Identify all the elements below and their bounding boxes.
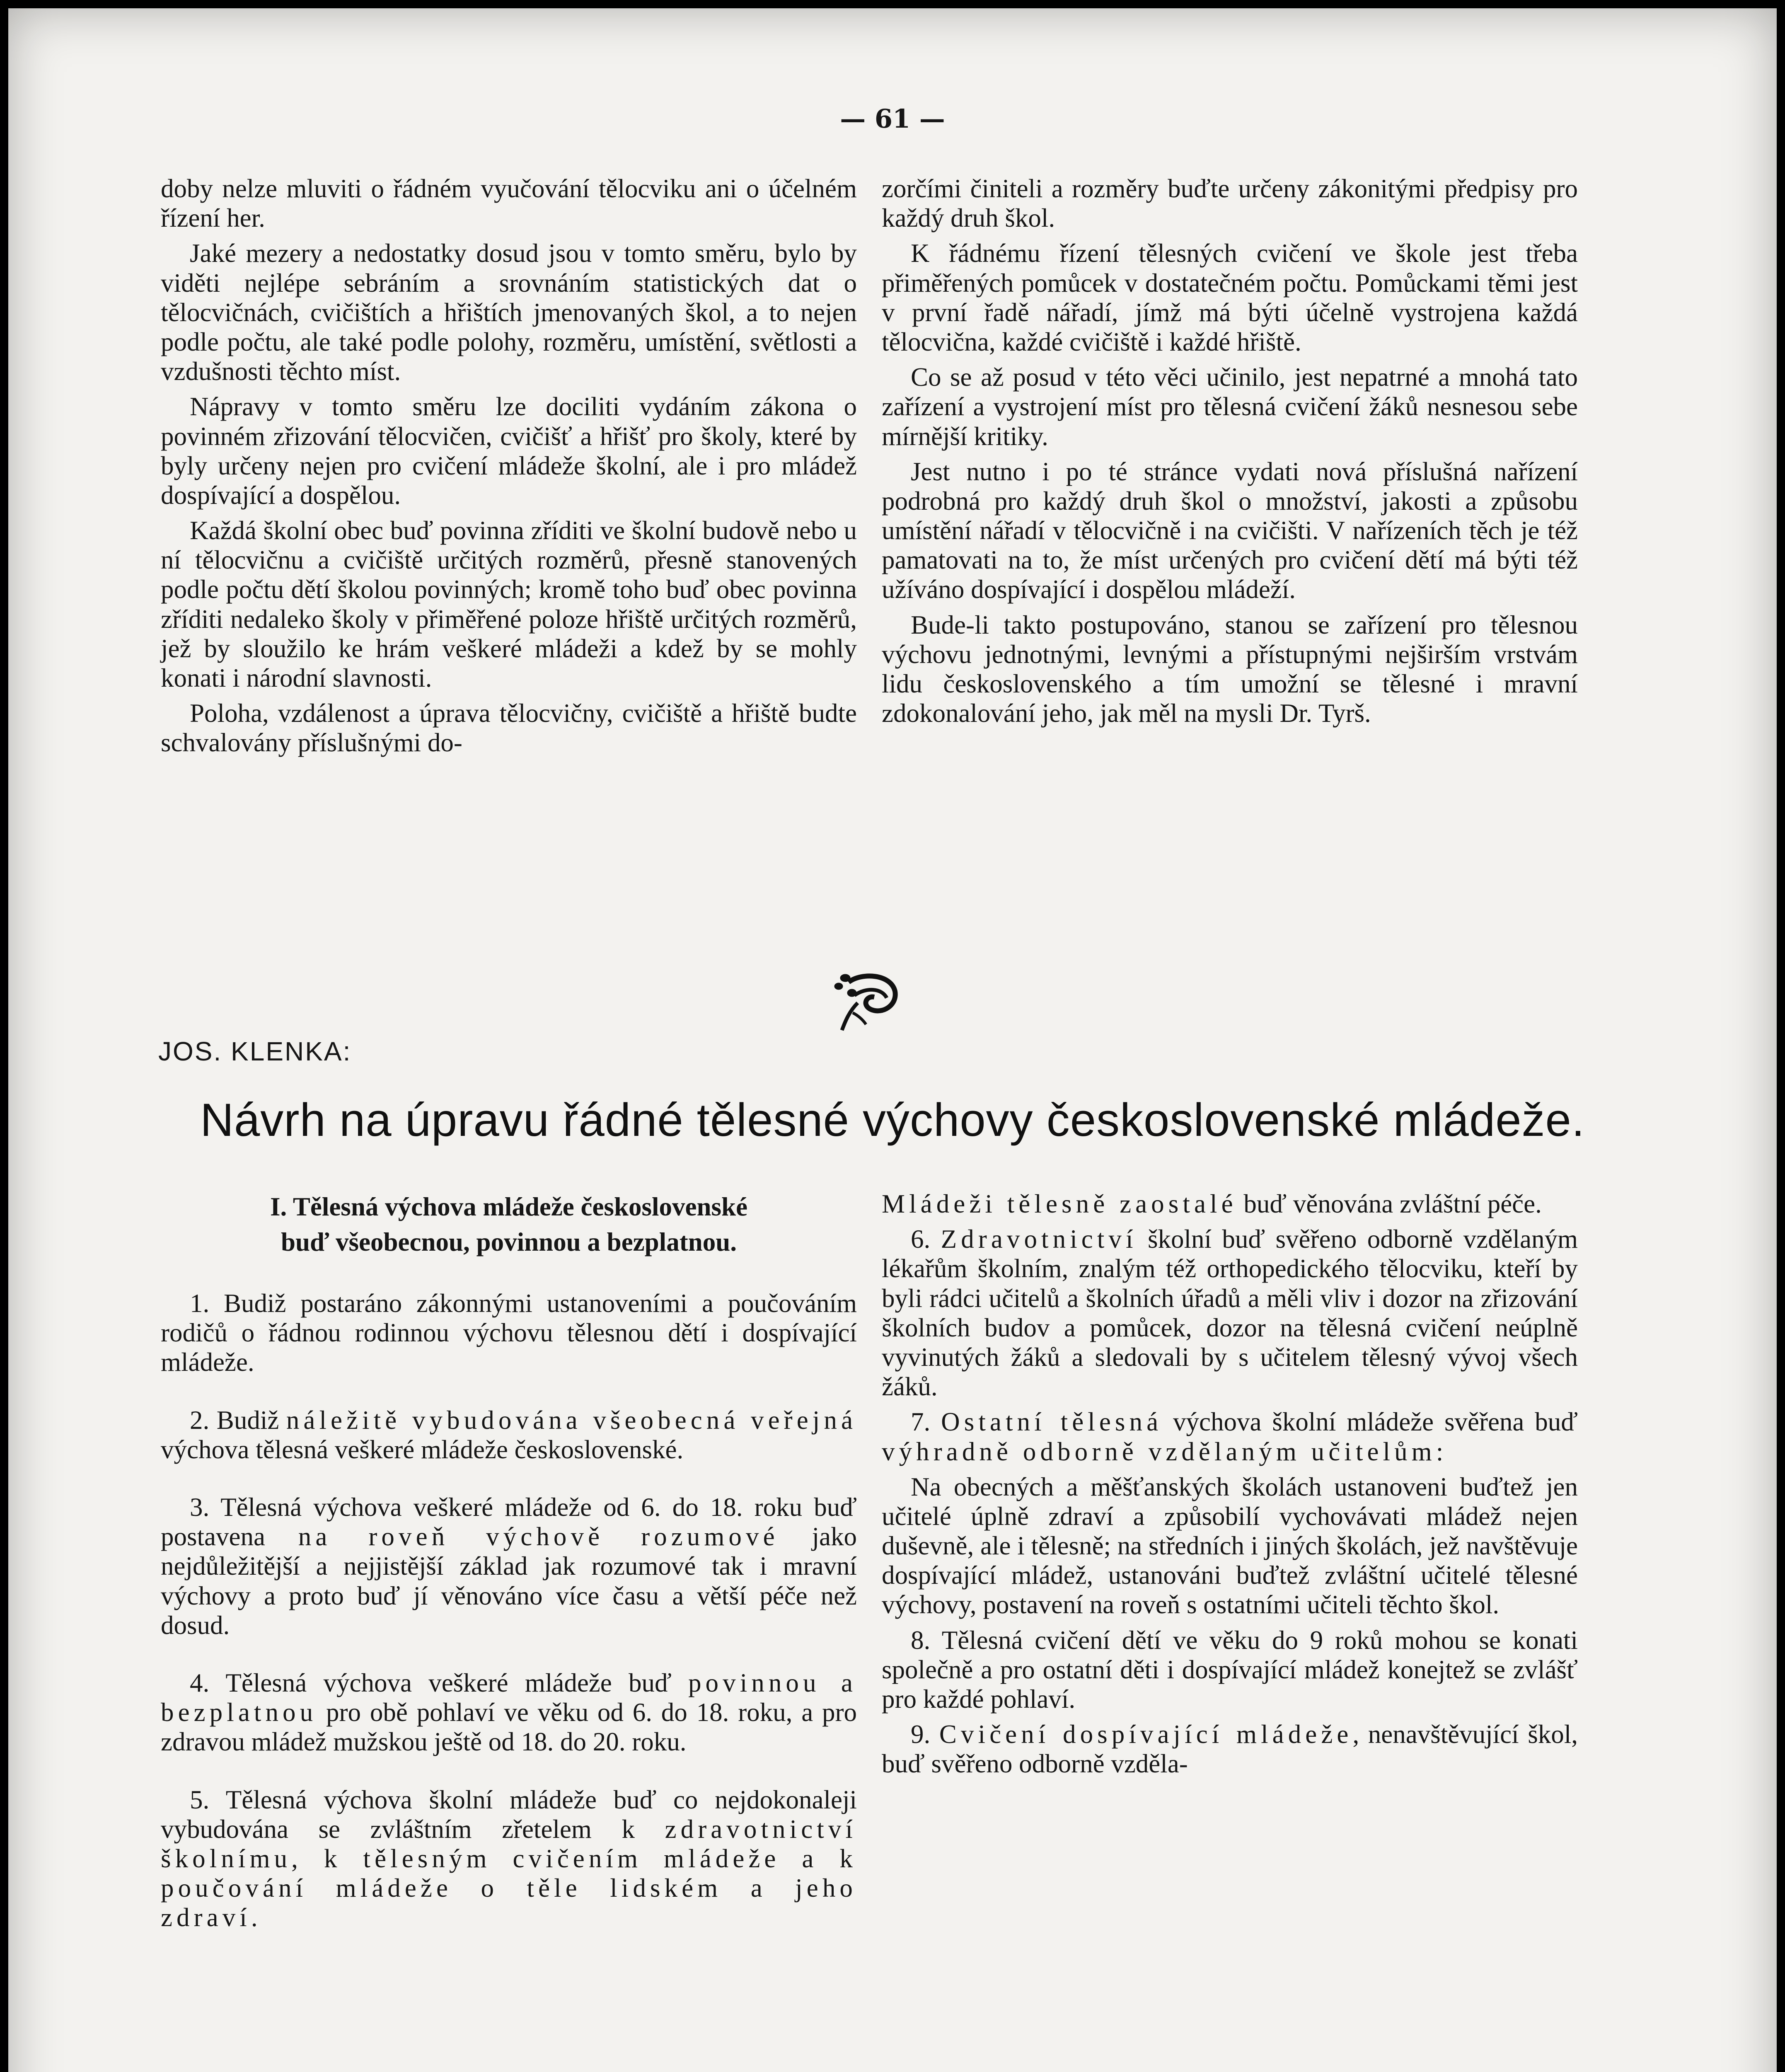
list-item xyxy=(161,1493,857,1640)
paragraph: K řádnému řízení tělesných cvičení ve škole jest třeba přiměřených pomůcek v dostatečném počtu. Pomůckami těmi jest v první řadě nářadí, jímž má býti účelně vystrojena každá tělocvična, každé cvičiště i každé hřiště. xyxy=(882,239,1578,356)
item-text: 9. xyxy=(911,1720,939,1749)
page-number: — 61 — xyxy=(840,104,945,134)
floral-ornament-icon xyxy=(833,970,903,1032)
section-heading-line: buď všeobecnou, povinnou a bezplatnou. xyxy=(281,1227,737,1257)
item-text: 2. Budiž xyxy=(190,1405,286,1435)
list-item xyxy=(161,1406,857,1464)
bottom-left-column xyxy=(161,1189,857,1961)
section-heading xyxy=(161,1189,857,1260)
list-item xyxy=(161,1289,857,1377)
paragraph: Poloha, vzdálenost a úprava tělocvičny, cvičiště a hřiště budte schvalovány příslušnými do- xyxy=(161,699,857,758)
emphasis-text: zdravotnictví školnímu, k tělesným cvičením mládeže a k poučování mládeže o těle lidském a jeho zdraví. xyxy=(161,1814,857,1932)
author-name: JOS. KLENKA: xyxy=(158,1036,352,1066)
paragraph: Jaké mezery a nedostatky dosud jsou v tomto směru, bylo by viděti nejlépe sebráním a srovnáním statistických dat o tělocvičnách, cvičištích a hřištích jmenovaných škol, a to nejen podle počtu, ale také podle polohy, rozměru, umístění, světlosti a vzdušnosti těchto míst. xyxy=(161,239,857,386)
top-left-column xyxy=(161,174,857,764)
page xyxy=(8,8,1777,2072)
emphasis-text: výhradně odborně vzdělaným učitelům: xyxy=(882,1437,1448,1466)
list-item xyxy=(161,1785,857,1933)
item-text: 1. Budiž postaráno zákonnými ustanoveními a poučováním rodičů o řádnou rodinnou výchovu tělesnou dětí i dospívající mládeže. xyxy=(161,1289,857,1377)
list-item xyxy=(882,1407,1578,1466)
emphasis-text: Cvičení dospívající mládeže xyxy=(939,1720,1353,1749)
paragraph xyxy=(882,1189,1578,1219)
list-item xyxy=(882,1720,1578,1779)
item-text: 5. Tělesná výchova školní mládeže buď co nejdokonaleji vybudována se zvláštním zřetelem k xyxy=(161,1785,857,1844)
paragraph: Co se až posud v této věci učinilo, jest nepatrné a mnohá tato zařízení a vystrojení míst pro tělesná cvičení žáků nesnesou sebe mírnější kritiky. xyxy=(882,363,1578,451)
top-right-column xyxy=(882,174,1578,734)
emphasis-text: na roveň výchově rozumové xyxy=(298,1522,779,1552)
item-text: školní buď svěřeno odborně vzdělaným lékařům školním, znalým též orthopedického tělocviku, kteří by byli rádci učitelů a školních úřadů a měli vliv i dozor na zřizování školních budov a pomůcek, dozor na tělesná cvičení neúplně vyvinutých žáků a sledovali by s učitelem tělesný vývoj všech žáků. xyxy=(882,1225,1578,1402)
list-item xyxy=(161,1668,857,1757)
item-text: výchova školní mládeže svěřena buď xyxy=(1162,1407,1578,1437)
item-text: jako nejdůležitější a nejjistější základ jak rozumové tak i mravní výchovy a proto buď jí věnováno více času a větší péče než dosud. xyxy=(161,1522,857,1640)
emphasis-text: Mládeži tělesně zaostalé xyxy=(882,1189,1237,1218)
list-item xyxy=(882,1225,1578,1402)
emphasis-text: Ostatní tělesná xyxy=(941,1407,1163,1437)
emphasis-text: povinnou a bezplatnou xyxy=(161,1668,857,1727)
bottom-right-column xyxy=(882,1189,1578,1785)
paragraph: Jest nutno i po té stránce vydati nová příslušná nařízení podrobná pro každý druh škol o množství, jakosti a způsobu umístění nářadí v tělocvičně i na cvičišti. V nařízeních těch je též pamatovati na to, že míst určených pro cvičení dětí má býti též užíváno dospívající i dospělou mládeží. xyxy=(882,457,1578,604)
item-text: 3. Tělesná výchova veškeré mládeže od 6. do 18. roku buď postavena xyxy=(161,1493,857,1552)
item-text: 7. xyxy=(911,1407,941,1437)
item-text: 6. xyxy=(911,1225,941,1254)
item-text: pro obě pohlaví ve věku od 6. do 18. roku, a pro zdravou mládež mužskou ještě od 18. do 20. roku. xyxy=(161,1698,857,1757)
item-text: , nenavštěvující škol, buď svěřeno odborně vzděla- xyxy=(882,1720,1578,1779)
article-title: Návrh na úpravu řádné tělesné výchovy československé mládeže. xyxy=(200,1094,1585,1146)
section-heading-line: I. Tělesná výchova mládeže československé xyxy=(270,1192,748,1221)
item-text: výchova tělesná veškeré mládeže československé. xyxy=(161,1435,684,1464)
item-text: 4. Tělesná výchova veškeré mládeže buď xyxy=(190,1668,688,1697)
paragraph: Každá školní obec buď povinna zříditi ve školní budově nebo u ní tělocvičnu a cvičiště určitých rozměrů, přesně stanovených podle počtu dětí školou povinných; kromě toho buď obec povinna zříditi nedaleko školy v přiměřené poloze hřiště určitých rozměrů, jež by sloužilo ke hrám veškeré mládeži a kdež by se mohly konati i národní slavnosti. xyxy=(161,516,857,692)
paragraph: zorčími činiteli a rozměry buďte určeny zákonitými předpisy pro každý druh škol. xyxy=(882,174,1578,233)
paragraph: doby nelze mluviti o řádném vyučování tělocviku ani o účelném řízení her. xyxy=(161,174,857,233)
emphasis-text: Zdravotnictví xyxy=(941,1225,1137,1254)
paragraph: Bude-li takto postupováno, stanou se zařízení pro tělesnou výchovu jednotnými, levnými a přístupnými nejširším vrstvám lidu československého a tím umožní se tělesné i mravní zdokonalování jeho, jak měl na mysli Dr. Tyrš. xyxy=(882,610,1578,728)
item-text: buď věnována zvláštní péče. xyxy=(1237,1189,1542,1218)
paragraph: Nápravy v tomto směru lze dociliti vydáním zákona o povinném zřizování tělocvičen, cvičišť a hřišť pro školy, které by byly určeny nejen pro cvičení mládeže školní, ale i pro mládež dospívající a dospělou. xyxy=(161,392,857,510)
emphasis-text: náležitě vybudována všeobecná veřejná xyxy=(286,1405,857,1435)
paragraph: Na obecných a měšťanských školách ustanoveni buďtež jen učitelé úplně zdraví a způsobilí vychovávati mládež nejen duševně, ale i tělesně; na středních i jiných školách, jež navštěvuje dospívající mládež, ustanováni buďtež zvláštní učitelé tělesné výchovy, postavení na roveň s ostatními učiteli těchto škol. xyxy=(882,1472,1578,1619)
list-item: 8. Tělesná cvičení dětí ve věku do 9 roků mohou se konati společně a pro ostatní děti i dospívající mládež konejtež se zvlášť pro každé pohlaví. xyxy=(882,1625,1578,1714)
